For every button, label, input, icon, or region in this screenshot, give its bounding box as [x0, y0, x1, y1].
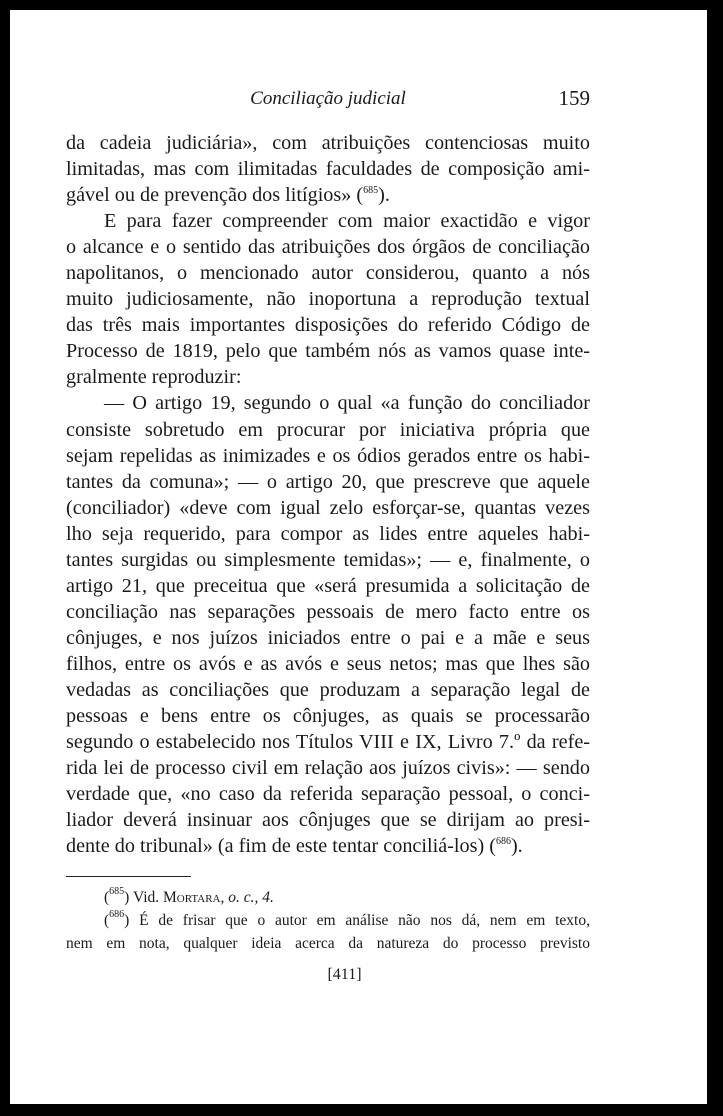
text-line: E para fazer compreender com maior exactidão e vigor: [104, 210, 590, 233]
text-line: tantes da comuna»; — o artigo 20, que prescreve que aquele: [66, 470, 590, 493]
text-line: filhos, entre os avós e as avós e seus netos; mas que lhes são: [66, 652, 590, 675]
text-line: artigo 21, que preceitua que «será presumida a solicitação de: [66, 574, 590, 597]
text-line: rida lei de processo civil em relação aos juízos civis»: — sendo: [66, 757, 590, 780]
book-page: [10, 10, 707, 1104]
page-header: [66, 86, 590, 116]
footnote-text: Vid.: [132, 889, 164, 906]
text-line: sejam repelidas as inimizades e os ódios gerados entre os habi-: [66, 444, 590, 467]
text-line: verdade que, «no caso da referida separação pessoal, o conci-: [66, 783, 590, 806]
text-line: das três mais importantes disposições do referido Código de: [66, 314, 590, 337]
text-line: limitadas, mas com ilimitadas faculdades de composição ami-: [66, 158, 590, 181]
footnote-ref: 686: [495, 836, 511, 848]
text-segment: ).: [510, 835, 523, 858]
footnote-mark: 685: [109, 886, 125, 897]
body-text: [66, 130, 590, 859]
text-segment: ).: [378, 184, 390, 207]
footnote-text: nem em nota, qualquer ideia acerca da natureza do processo previsto: [66, 935, 590, 952]
text-line: gralmente reproduzir:: [66, 366, 242, 389]
text-segment: gável ou de prevenção dos litígios» (: [66, 184, 364, 207]
text-line: napolitanos, o mencionado autor considerou, quanto a nós: [66, 262, 590, 285]
text-line: segundo o estabelecido nos Títulos VIII e IX, Livro 7.º da refe-: [66, 731, 590, 754]
footnote-mark: 686: [109, 909, 125, 920]
footnote-ref: 685: [363, 185, 379, 197]
text-line: lho seja requerido, para compor as lides entre aqueles habi-: [66, 522, 590, 545]
footnote-text: o. c., 4.: [224, 889, 274, 906]
text-line: (conciliador) «deve com igual zelo esforçar-se, quantas vezes: [66, 496, 590, 519]
footnote-author: Mortara,: [163, 889, 225, 906]
text-line: Processo de 1819, pelo que também nós as vamos quase inte-: [66, 340, 590, 363]
text-line: [66, 182, 590, 208]
text-line: pessoas e bens entre os cônjuges, as quais se processarão: [66, 705, 590, 728]
footnote-text: É de frisar que o autor em análise não nos dá, nem em texto,: [139, 912, 590, 929]
folio-number: [411]: [327, 966, 362, 983]
page-number: 159: [558, 86, 590, 110]
text-line: vedadas as conciliações que produzam a separação legal de: [66, 678, 590, 701]
text-line: liador deverá insinuar aos cônjuges que se dirijam ao presi-: [66, 809, 590, 832]
text-line: o alcance e o sentido das atribuições dos órgãos de conciliação: [66, 236, 590, 259]
text-line: muito judiciosamente, não inoportuna a reprodução textual: [66, 288, 590, 311]
text-segment: dente do tribunal» (a fim de este tentar conciliá-los) (: [66, 835, 496, 858]
footnote: ($^{686}$) É de frisar que o autor em análise não nos dá, nem em texto,: [104, 909, 590, 929]
running-title: Conciliação judicial: [250, 88, 406, 109]
text-line: tantes surgidas ou simplesmente temidas»; — e, finalmente, o: [66, 548, 590, 571]
footnote-divider: [66, 876, 191, 877]
text-line: da cadeia judiciária», com atribuições contenciosas muito: [66, 132, 590, 154]
text-line: consiste sobretudo em procurar por iniciativa própria que: [66, 418, 590, 441]
footnotes: [66, 886, 590, 955]
text-line: cônjuges, e nos juízos iniciados entre o pai e a mãe e seus: [66, 626, 590, 649]
text-line: conciliação nas separações pessoais de mero facto entre os: [66, 600, 590, 623]
footnote: ($^{685}$) Vid. Mortara, o. c., 4.: [104, 886, 274, 906]
text-line: [66, 833, 590, 859]
text-line: — O artigo 19, segundo o qual «a função do conciliador: [104, 392, 590, 415]
